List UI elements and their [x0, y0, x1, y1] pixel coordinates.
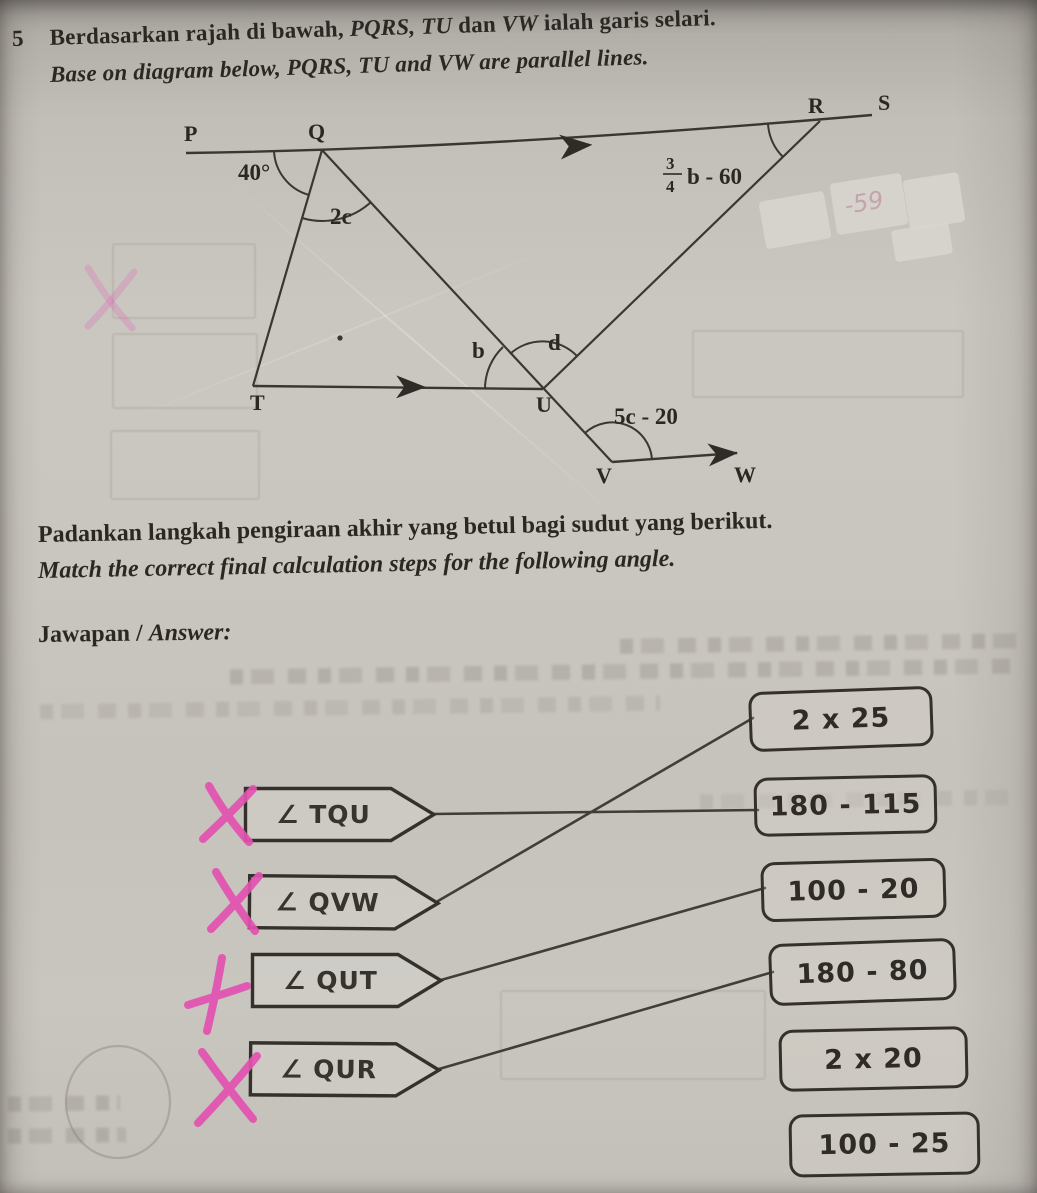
angle-label-d: d — [548, 330, 561, 355]
point-label-v: V — [596, 463, 612, 488]
angle-option-qvw — [247, 873, 441, 932]
question-line-english: Base on diagram below, PQRS, TU and VW are parallel lines. — [49, 44, 649, 87]
tape-handwriting: -59 — [842, 185, 886, 220]
angle-label-5c20: 5c - 20 — [614, 404, 678, 429]
angle-option-qut — [250, 952, 444, 1009]
angle-option-label: ∠ QUT — [283, 966, 378, 995]
step-option-100-25: 100 - 25 — [788, 1111, 980, 1177]
step-option-180-115: 180 - 115 — [753, 774, 937, 837]
fraction-denominator: 4 — [666, 177, 675, 196]
angle-option-label: ∠ QVW — [275, 887, 380, 918]
point-label-s: S — [878, 90, 891, 115]
point-label-u: U — [536, 392, 552, 417]
pencil-oval — [66, 1046, 170, 1158]
instruction-malay: Padankan langkah pengiraan akhir yang betul bagi sudut yang berikut. — [37, 507, 773, 548]
question-text-my-4: VW — [501, 10, 539, 37]
angle-expr-b60: b - 60 — [687, 164, 742, 189]
connector-qur-180-80 — [439, 972, 773, 1069]
point-label-t: T — [250, 390, 265, 415]
angle-option-label: ∠ QUR — [279, 1054, 378, 1085]
question-text-my-5: ialah garis selari. — [537, 5, 717, 36]
connector-qut-100-20 — [441, 888, 765, 980]
question-text-my-1: Berdasarkan rajah di bawah, — [49, 15, 351, 50]
instruction-english: Match the correct final calculation steps for the following angle. — [37, 545, 676, 584]
angle-label-40: 40° — [238, 160, 271, 185]
step-option-2x25: 2 x 25 — [748, 686, 934, 752]
angle-option-label: ∠ TQU — [276, 800, 371, 829]
step-option-100-20: 100 - 20 — [760, 858, 947, 923]
answer-heading-english: Answer: — [148, 619, 232, 647]
angle-option-tqu — [243, 786, 437, 843]
step-option-2x20: 2 x 20 — [778, 1026, 968, 1092]
point-label-r: R — [808, 93, 824, 118]
step-option-180-80: 180 - 80 — [768, 938, 957, 1006]
question-text-my-3: dan — [451, 11, 503, 38]
bleed-pink-x — [88, 268, 134, 328]
point-label-p: P — [184, 121, 198, 146]
question-text-my-2: PQRS, TU — [349, 12, 453, 41]
question-number: 5 — [11, 25, 25, 51]
point-label-w: W — [734, 462, 756, 487]
angle-label-b: b — [472, 338, 485, 363]
point-label-q: Q — [308, 119, 326, 144]
fraction-numerator: 3 — [666, 154, 675, 173]
angle-label-2c: 2c — [330, 204, 352, 229]
angle-option-qur — [248, 1040, 442, 1098]
answer-heading-malay: Jawapan / — [37, 620, 149, 648]
